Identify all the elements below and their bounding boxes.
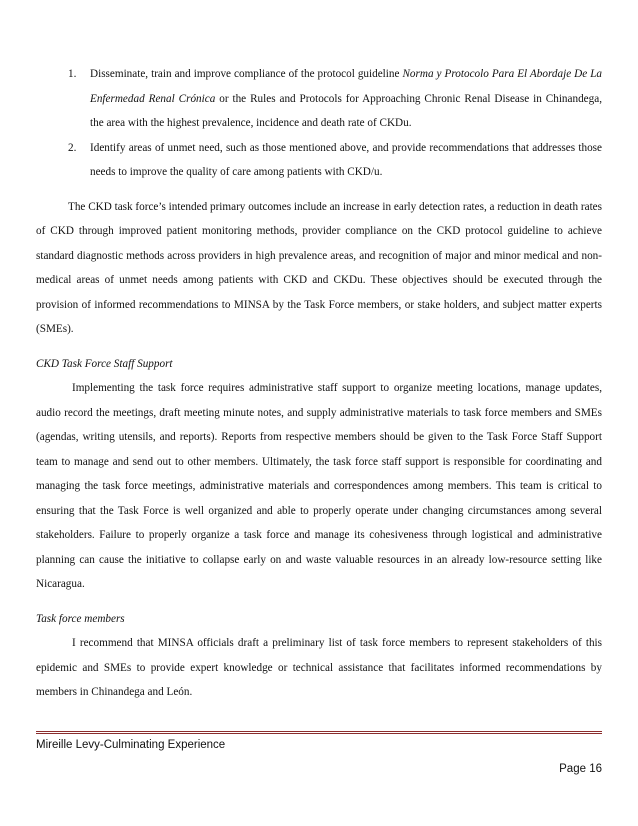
- list-number: 2.: [68, 141, 77, 154]
- list-text: or the Rules and Protocols for Approaching Chronic Renal Disease in Chinandega, the area with the highest prevalence, incidence and death rate of CKDu.: [90, 92, 602, 129]
- list-text: Disseminate, train and improve compliance of the protocol guideline: [90, 68, 403, 80]
- footer-author: Mireille Levy-Culminating Experience: [36, 739, 226, 751]
- list-number: 1.: [68, 68, 77, 80]
- staff-support-paragraph: Implementing the task force requires administrative staff support to organize meeting locations, manage updates, audio record the meetings, draft meeting minute notes, and supply administrative materials to task force members and SMEs (agendas, writing utensils, and reports). Reports from respective members should be given to the Task Force Staff Support team to manage and send out to other members. Ultimately, the task force staff support is responsible for coordinating and managing the task force meetings, administrative materials and correspondences among members. This team is critical to ensuring that the Task Force is well organized and able to properly operate under changing circumstances among several stakeholders. Failure to properly organize a task force and manage its cohesiveness through logistical and administrative planning can cause the initiative to collapse early on and waste valuable resources in an already low-resource setting like Nicaragua.: [36, 382, 602, 590]
- footer-divider: [36, 731, 602, 734]
- staff-support-heading: CKD Task Force Staff Support: [36, 357, 173, 370]
- objectives-list: [36, 62, 602, 185]
- list-item: [36, 62, 602, 136]
- list-item: [36, 136, 602, 185]
- list-text: Identify areas of unmet need, such as those mentioned above, and provide recommendations that addresses those needs to improve the quality of care among patients with CKD/u.: [90, 141, 602, 178]
- protocol-title: Norma y Protocolo Para El Abordaje De La Enfermedad Renal Crónica: [90, 68, 603, 105]
- task-force-members-heading: Task force members: [36, 612, 125, 625]
- document-body: [36, 62, 602, 705]
- outcomes-paragraph: The CKD task force’s intended primary outcomes include an increase in early detection rates, a reduction in death rates of CKD through improved patient monitoring methods, provider compliance on the CKD protocol guideline to achieve standard diagnostic methods across providers in high prevalence areas, and recognition of major and minor medical and non-medical areas of unmet needs among patients with CKD and CKDu. These objectives should be executed through the provision of informed recommendations to MINSA by the Task Force members, or stake holders, and subject matter experts (SMEs).: [36, 200, 603, 335]
- page-number: Page 16: [559, 763, 602, 775]
- task-force-members-paragraph: I recommend that MINSA officials draft a preliminary list of task force members to represent stakeholders of this epidemic and SMEs to provide expert knowledge or technical assistance that facilitates informed recommendations by members in Chinandega and León.: [36, 637, 602, 698]
